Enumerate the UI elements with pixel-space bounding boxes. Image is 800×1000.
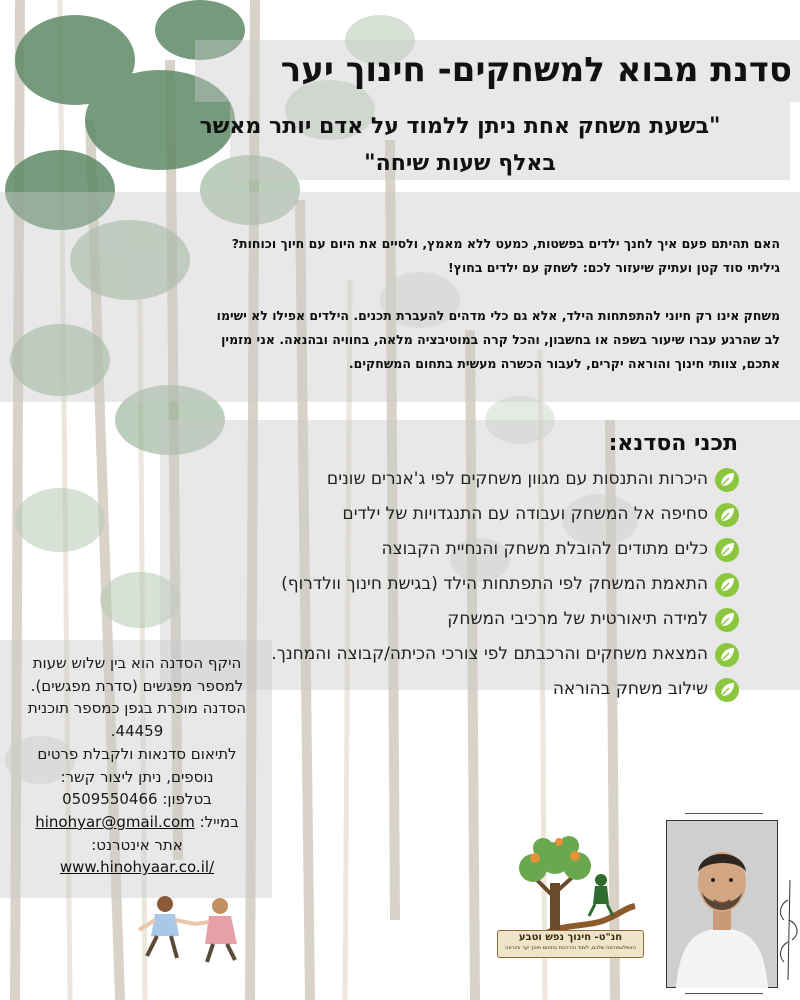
site-line bbox=[6, 856, 268, 879]
list-item bbox=[140, 462, 740, 497]
intro-line: משחק אינו רק חיוני להתפתחות הילד, אלא גם כלי מדהים להעברת תכנים. הילדים אפילו לא ישימו bbox=[216, 308, 780, 323]
leaf-icon bbox=[714, 502, 740, 528]
quote bbox=[140, 108, 780, 182]
intro-line: האם תהיתם פעם איך לחנך ילדים בפשטות, כמעט ללא מאמץ, ולסיים את היום עם חיוך וכוחות? bbox=[231, 236, 780, 251]
divider-line bbox=[685, 813, 763, 814]
intro-line: אתכם, צוותי חינוך והוראה יקרים, לעבור הכשרה מעשית בתחום המשחקים. bbox=[348, 356, 780, 371]
list-item-text: כלים מתודים להובלת משחק והנחיית הקבוצה bbox=[381, 539, 708, 559]
site-label: אתר אינטרנט: bbox=[91, 835, 183, 854]
quote-line: "בשעת משחק אחת ניתן ללמוד על אדם יותר מאשר bbox=[199, 114, 721, 139]
info-line: למספר מפגשים (סדרת מפגשים). bbox=[30, 676, 244, 695]
page-title: סדנת מבוא למשחקים- חינוך יער bbox=[280, 50, 792, 90]
quote-line: באלף שעות שיחה" bbox=[364, 151, 556, 176]
logo-badge bbox=[497, 930, 644, 958]
intro-paragraph bbox=[100, 232, 780, 280]
info-line: הסדנה מוכרת בגפן כמספר תוכנית bbox=[27, 699, 247, 718]
intro-line: גיליתי סוד קטן ועתיק שיעזור לכם: לשחק עם ילדים בחוץ! bbox=[447, 260, 780, 275]
leaf-icon bbox=[714, 677, 740, 703]
contents-title: תכני הסדנא: bbox=[608, 431, 738, 456]
leaf-icon bbox=[714, 572, 740, 598]
phone-line: בטלפון: 0509550466 bbox=[62, 790, 212, 809]
leaf-icon bbox=[714, 607, 740, 633]
divider-line bbox=[685, 993, 763, 994]
list-item-text: סחיפה אל המשחק ועבודה עם התנגדויות של ילדים bbox=[342, 504, 708, 524]
info-line: 44459. bbox=[110, 722, 164, 741]
contact-info bbox=[6, 652, 268, 879]
profile-photo bbox=[666, 820, 778, 988]
logo-name: חנ"ט- חינוך נפש וטבע bbox=[518, 932, 623, 943]
website-link[interactable]: www.hinohyaar.co.il/ bbox=[59, 858, 215, 877]
list-item bbox=[140, 602, 740, 637]
info-line: לתיאום סדנאות ולקבלת פרטים bbox=[37, 744, 237, 763]
info-line: היקף הסדנה הוא בין שלוש שעות bbox=[32, 654, 242, 672]
info-line: נוספים, ניתן ליצור קשר: bbox=[60, 767, 214, 786]
list-item-text: המצאת משחקים והרכבתם לפי צורכי הכיתה/קבוצה והמחנך. bbox=[271, 644, 708, 664]
logo-tagline: האפלטפורמה שלכם, לימוד והדרכות בתחום חינוך יער והוראה bbox=[505, 945, 636, 951]
intro-paragraph bbox=[80, 304, 780, 376]
email-link[interactable]: hinohyar@gmail.com bbox=[35, 812, 195, 831]
list-item-text: שילוב משחק בהוראה bbox=[552, 679, 708, 699]
email-line bbox=[6, 811, 268, 834]
children-illustration bbox=[125, 890, 265, 970]
leaf-icon bbox=[714, 467, 740, 493]
email-label: במייל: bbox=[199, 812, 239, 831]
leaf-icon bbox=[714, 642, 740, 668]
list-item bbox=[140, 497, 740, 532]
list-item bbox=[140, 532, 740, 567]
list-item-text: למידה תיאורטית של מרכיבי המשחק bbox=[447, 609, 708, 629]
leaf-decoration-icon bbox=[778, 880, 800, 980]
intro-line: לב שהרגע עברו שיעור בשפה או בחשבון, והכל קרה במוטיבציה מלאה, בחוויה ובהנאה. אני מזמין bbox=[221, 332, 780, 347]
list-item bbox=[140, 567, 740, 602]
list-item-text: היכרות והתנסות עם מגוון משחקים לפי ג'אנרים שונים bbox=[326, 469, 708, 489]
leaf-icon bbox=[714, 537, 740, 563]
list-item-text: התאמת המשחק לפי התפתחות הילד (בגישת חינוך וולדרוף) bbox=[281, 574, 708, 594]
